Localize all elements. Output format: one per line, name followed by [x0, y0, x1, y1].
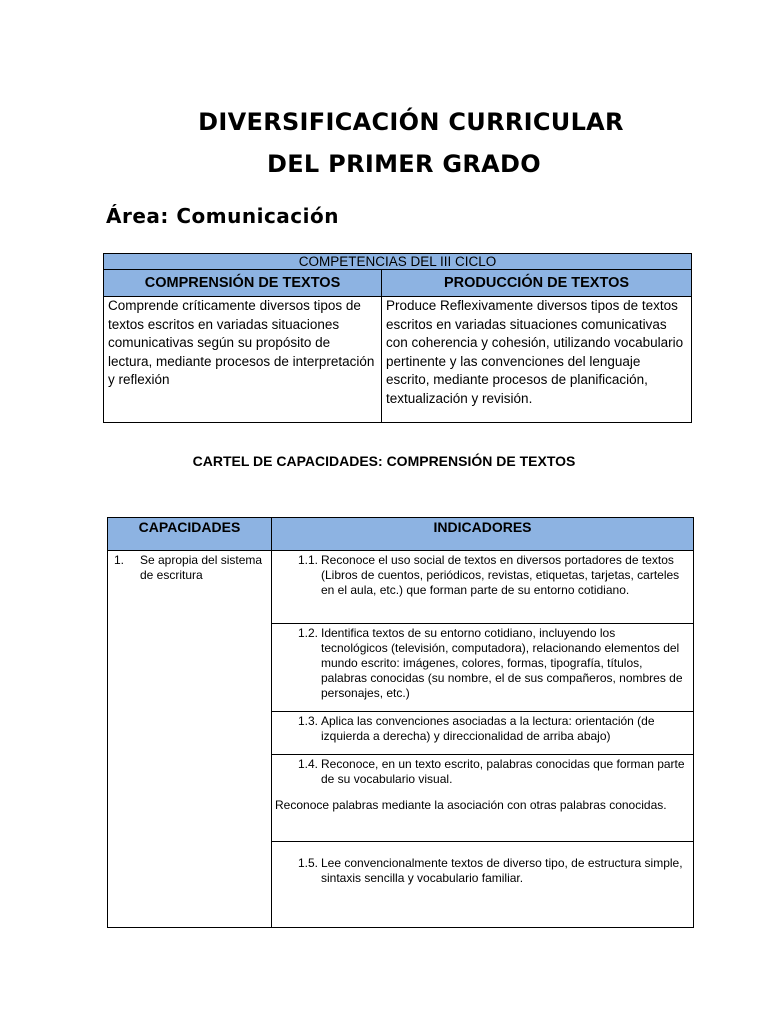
indicador-text: Lee convencionalmente textos de diverso tipo, de estructura simple, sintaxis sencilla y vocabulario familiar. [321, 856, 683, 885]
indicador-text: Reconoce, en un texto escrito, palabras conocidas que forman parte de su vocabulario visual. [321, 757, 685, 786]
indicador-number: 1.5. [298, 856, 319, 870]
capacidad-item [114, 553, 267, 583]
capacidad-number: 1. [114, 553, 125, 567]
column-header-capacidades: CAPACIDADES [108, 518, 272, 551]
indicador-row [272, 712, 694, 755]
indicador-text: Aplica las convenciones asociadas a la lectura: orientación (de izquierda a derecha) y direccionalidad de arriba abajo) [321, 714, 655, 743]
indicador-number: 1.3. [298, 714, 319, 728]
indicador-text: Identifica textos de su entorno cotidiano, incluyendo los tecnológicos (televisión, computadora), relacionando elementos del mundo escrito: imágenes, colores, formas, tipografía, títulos, palabras conocidas (su nombre, el de sus compañeros, nombres de personajes, etc.) [321, 626, 683, 700]
capacidad-cell [108, 551, 272, 928]
document-title-line-1: DIVERSIFICACIÓN CURRICULAR [198, 108, 624, 136]
indicador-row [272, 755, 694, 842]
competencias-table [103, 253, 692, 423]
competencia-produccion-text: Produce Reflexivamente diversos tipos de textos escritos en variadas situaciones comunicativas con coherencia y cohesión, utilizando vocabulario pertinente y las convenciones del lenguaje escrito, mediante procesos de planificación, textualización y revisión. [382, 297, 692, 423]
capacidades-table [107, 517, 694, 928]
indicador-number: 1.4. [298, 757, 319, 771]
indicador-extra-text: Reconoce palabras mediante la asociación con otras palabras conocidas. [275, 798, 667, 812]
indicador-number: 1.1. [298, 553, 319, 567]
competencia-comprension-text: Comprende críticamente diversos tipos de textos escritos en variadas situaciones comunicativas según su propósito de lectura, mediante procesos de interpretación y reflexión [104, 297, 382, 423]
column-header-indicadores: INDICADORES [272, 518, 694, 551]
indicador-row [272, 624, 694, 712]
indicador-number: 1.2. [298, 626, 319, 640]
indicador-row [272, 551, 694, 624]
area-heading: Área: Comunicación [106, 204, 339, 228]
cartel-title: CARTEL DE CAPACIDADES: COMPRENSIÓN DE TEXTOS [192, 453, 576, 469]
column-header-comprension: COMPRENSIÓN DE TEXTOS [104, 270, 382, 297]
column-header-produccion: PRODUCCIÓN DE TEXTOS [382, 270, 692, 297]
capacidad-text: Se apropia del sistema de escritura [140, 553, 263, 582]
competencias-title: COMPETENCIAS DEL III CICLO [104, 254, 692, 270]
document-title-line-2: DEL PRIMER GRADO [267, 150, 541, 178]
indicador-row [272, 842, 694, 928]
indicador-text: Reconoce el uso social de textos en diversos portadores de textos (Libros de cuentos, periódicos, revistas, etiquetas, tarjetas, carteles en el aula, etc.) que forman parte de su entorno cotidiano. [321, 553, 680, 597]
